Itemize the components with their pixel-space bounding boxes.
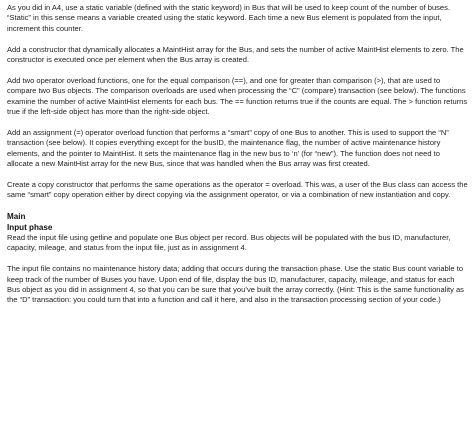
main-heading: Main — [7, 212, 26, 222]
paragraph-constructor: Add a constructor that dynamically allocates a MaintHist array for the Bus, and sets the number of active MaintHist elements to zero. The constructor is executed once per element when the Bus array is created. — [7, 44, 464, 65]
paragraph-comparison-overloads: Add two operator overload functions, one for the equal comparison (==), and one for greater than comparison (>), that are used to compare two Bus objects. The comparison overloads are used when processing the “C” (compare) transaction (see below). The functions examine the number of active MaintHist elements for each bus. The == function returns true if the counts are equal. The > function returns true if the left-side object has more than the right-side object. — [7, 75, 468, 117]
paragraph-read-input: Read the input file using getline and populate one Bus object per record. Bus objects will be populated with the bus ID, manufacturer, capacity, mileage, and status from the input file, just as in assignment 4. — [7, 233, 451, 253]
paragraph-assignment-overload: Add an assignment (=) operator overload function that performs a “smart” copy of one Bus to another. This is used to support the “N” transaction (see below). It copies everything except for the busID, the maintenance flag, the number of active maintenance history elements, and the pointer to MaintHist. It sets the maintenance flag in the new bus to ‘n’ (for “new”). The function does not need to allocate a new MaintHist array for the new Bus, since that was handled when the Bus array was first created. — [7, 127, 449, 169]
paragraph-static-counter: As you did in A4, use a static variable (defined with the static keyword) in Bus that will be used to keep count of the number of buses. “Static” in this sense means a variable created using the static keyword. Each time a new Bus element is populated from the input, increment this counter. — [7, 3, 450, 33]
paragraph-input-file: The input file contains no maintenance history data; adding that occurs during the transaction phase. Use the static Bus count variable to keep track of the number of Buses you have. Upon end of file, display the bus ID, manufacturer, capacity, mileage, and status for each Bus object as you did in assignment 4, so that you can be sure that you’ve built the array correctly. (Hint: This is the same functionality as the “D” transaction: you could turn that into a function and call it here, and also in the transaction processing section of your code.) — [7, 264, 464, 305]
input-phase-heading: Input phase — [7, 223, 53, 233]
paragraph-copy-constructor: Create a copy constructor that performs the same operations as the operator = overload. This was, a user of the Bus class can access the same “smart” copy operation either by direct copying via the assignment operator, or via a combination of new instantiation and copy. — [7, 179, 468, 200]
